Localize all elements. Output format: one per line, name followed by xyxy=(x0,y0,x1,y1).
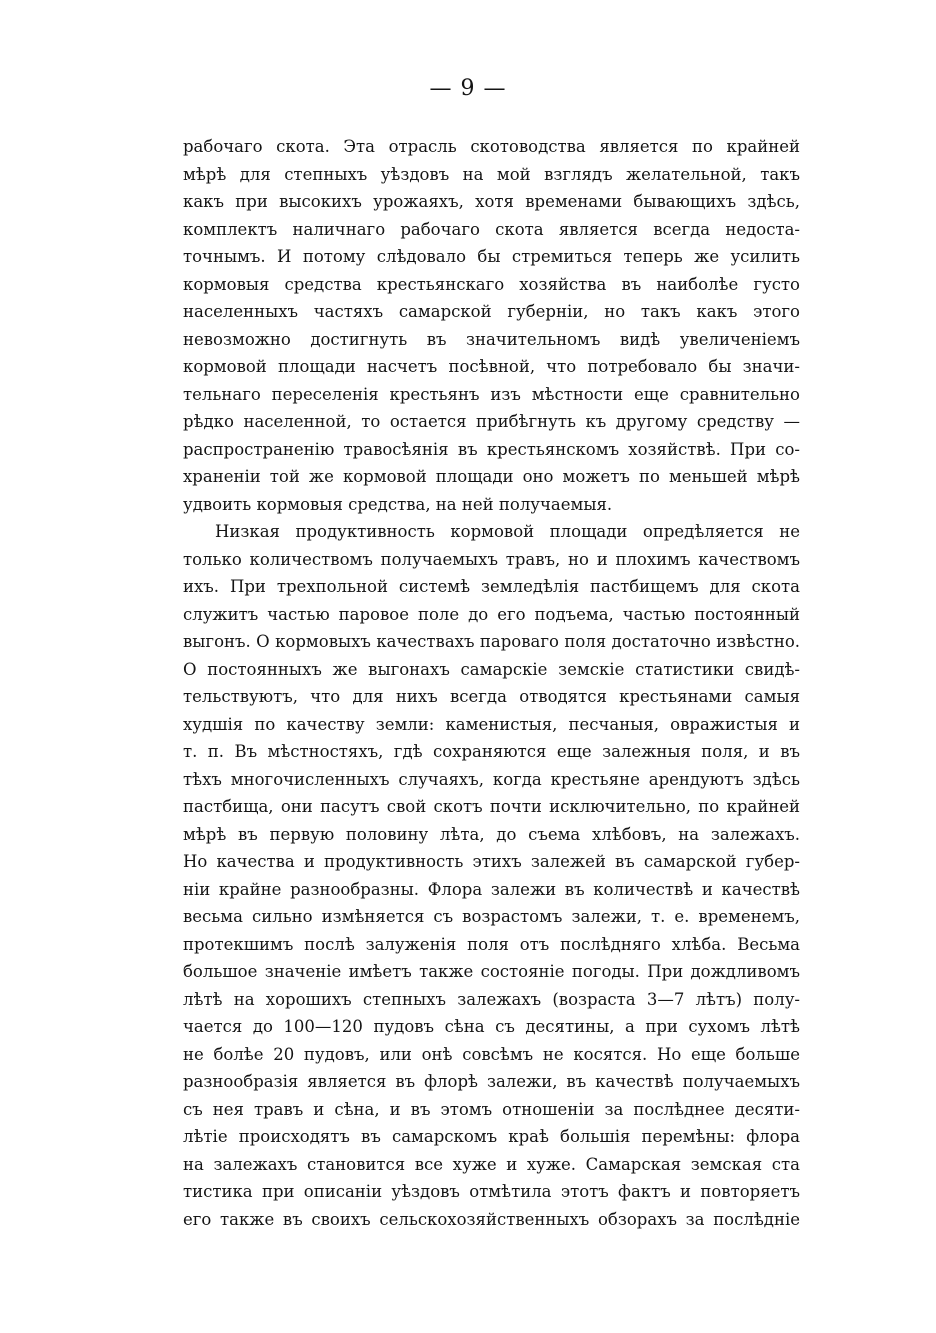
text-line: ніи крайне разнообразны. Флора залежи въ количествѣ и качествѣ xyxy=(183,879,800,899)
text-line: тельнаго переселенія крестьянъ изъ мѣстности еще сравнительно xyxy=(183,384,800,404)
text-line: весьма сильно измѣняется съ возрастомъ залежи, т. е. временемъ, xyxy=(183,907,800,926)
text-line: населенныхъ частяхъ самарской губерніи, но такъ какъ этого xyxy=(183,302,800,321)
text-line: рабочаго скота. Эта отрасль скотоводства является по крайней xyxy=(183,137,800,156)
text-line: кормовой площади насчетъ посѣвной, что потребовало бы значи- xyxy=(183,357,800,376)
paragraph-1 xyxy=(183,133,800,518)
text-line: Но качества и продуктивность этихъ залежей въ самарской губер- xyxy=(183,852,800,871)
text-line: выгонъ. О кормовыхъ качествахъ пароваго поля достаточно извѣстно. xyxy=(183,632,800,651)
text-line: ихъ. При трехпольной системѣ земледѣлія пастбищемъ для скота xyxy=(183,577,800,596)
text-line: мѣрѣ въ первую половину лѣта, до съема хлѣбовъ, на залежахъ. xyxy=(183,824,800,844)
text-line: его также въ своихъ сельскохозяйственныхъ обзорахъ за послѣдніе xyxy=(183,1209,800,1229)
text-line: лѣтѣ на хорошихъ степныхъ залежахъ (возраста 3—7 лѣтъ) полу- xyxy=(183,989,800,1009)
text-line: тельствуютъ, что для нихъ всегда отводятся крестьянами самыя xyxy=(183,687,800,706)
text-line: протекшимъ послѣ залуженія поля отъ послѣдняго хлѣба. Весьма xyxy=(183,934,800,954)
text-line: О постоянныхъ же выгонахъ самарскіе земскіе статистики свидѣ- xyxy=(183,659,800,679)
text-line: служитъ частью паровое поле до его подъема, частью постоянный xyxy=(183,604,800,624)
text-line: худшія по качеству земли: каменистыя, песчаныя, овражистыя и xyxy=(183,714,800,734)
text-line: какъ при высокихъ урожаяхъ, хотя временами бывающихъ здѣсь, xyxy=(183,192,800,211)
text-line: распространенію травосѣянія въ крестьянскомъ хозяйствѣ. При со- xyxy=(183,439,800,459)
text-line: невозможно достигнуть въ значительномъ видѣ увеличеніемъ xyxy=(183,329,800,349)
text-line: тѣхъ многочисленныхъ случаяхъ, когда крестьяне арендуютъ здѣсь xyxy=(183,769,800,789)
text-line: на залежахъ становится все хуже и хуже. Самарская земская ста xyxy=(183,1154,800,1174)
text-line: Низкая продуктивность кормовой площади опредѣляется не xyxy=(215,522,800,541)
body-text xyxy=(183,133,800,1233)
text-line: рѣдко населенной, то остается прибѣгнуть къ другому средству — xyxy=(183,412,800,431)
text-line: точнымъ. И потому слѣдовало бы стремиться теперь же усилить xyxy=(183,247,800,266)
page-number: — 9 — xyxy=(429,76,507,101)
text-line: мѣрѣ для степныхъ уѣздовъ на мой взглядъ желательной, такъ xyxy=(183,164,800,184)
text-line: большое значеніе имѣетъ также состояніе погоды. При дождливомъ xyxy=(183,962,800,981)
paragraph-2 xyxy=(183,518,800,1233)
text-line: лѣтіе происходятъ въ самарскомъ краѣ большія перемѣны: флора xyxy=(183,1127,800,1146)
text-line: т. п. Въ мѣстностяхъ, гдѣ сохраняются еще залежныя поля, и въ xyxy=(183,742,800,761)
text-line: удвоить кормовыя средства, на ней получаемыя. xyxy=(183,494,613,514)
text-line: разнообразія является въ флорѣ залежи, въ качествѣ получаемыхъ xyxy=(183,1072,800,1091)
text-line: храненіи той же кормовой площади оно можетъ по меньшей мѣрѣ xyxy=(183,467,800,486)
text-line: чается до 100—120 пудовъ сѣна съ десятины, а при сухомъ лѣтѣ xyxy=(183,1017,800,1036)
text-line: тистика при описаніи уѣздовъ отмѣтила этотъ фактъ и повторяетъ xyxy=(183,1182,800,1201)
text-line: комплектъ наличнаго рабочаго скота является всегда недоста- xyxy=(183,219,800,239)
text-line: съ нея травъ и сѣна, и въ этомъ отношеніи за послѣднее десяти- xyxy=(183,1099,800,1119)
text-line: только количествомъ получаемыхъ травъ, но и плохимъ качествомъ xyxy=(183,549,800,569)
text-line: не болѣе 20 пудовъ, или онѣ совсѣмъ не косятся. Но еще больше xyxy=(183,1044,800,1064)
text-line: кормовыя средства крестьянскаго хозяйства въ наиболѣе густо xyxy=(183,274,800,294)
text-line: пастбища, они пасутъ свой скотъ почти исключительно, по крайней xyxy=(183,797,800,816)
